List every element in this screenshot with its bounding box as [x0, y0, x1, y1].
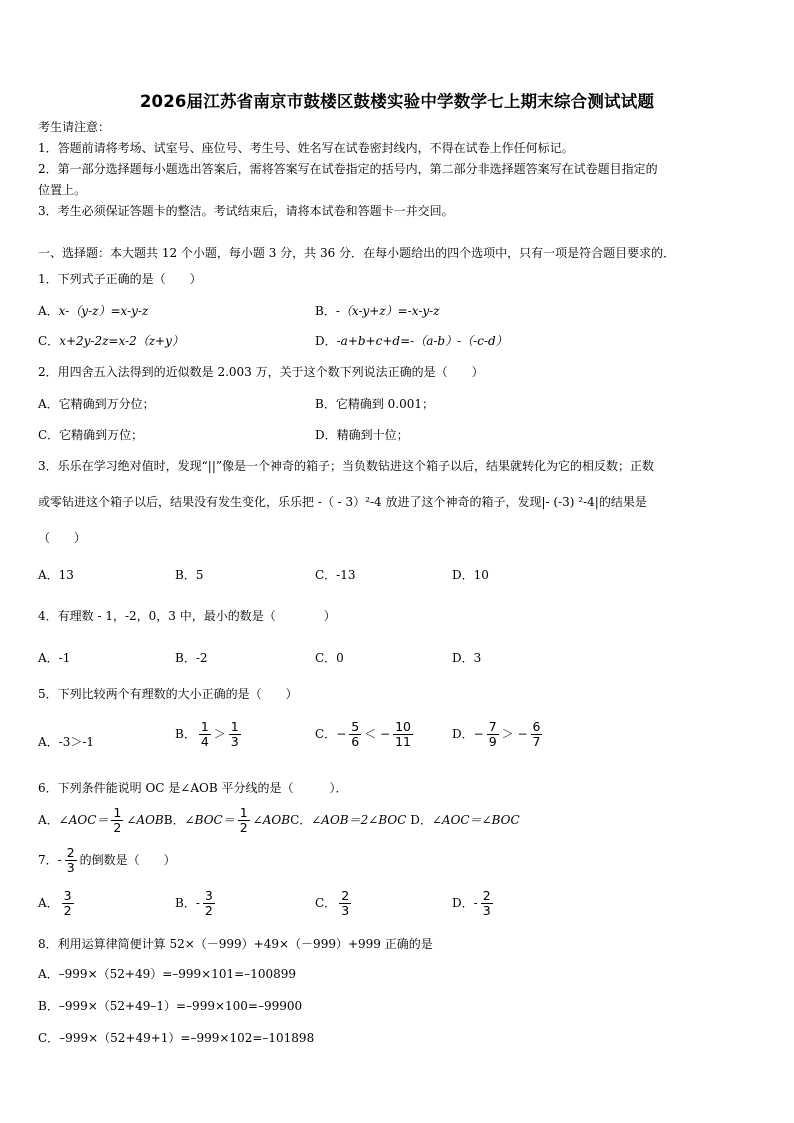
question-7-option-b: B．- $\frac{3}{2}$	[175, 888, 213, 918]
fraction: $\frac{6}{7}$	[532, 719, 541, 749]
question-5-option-c: C．− $\frac{5}{6}$ ＜ − $\frac{10}{11}$	[315, 719, 411, 749]
fraction: $\frac{5}{6}$	[351, 719, 360, 749]
fraction: $\frac{7}{9}$	[488, 719, 497, 749]
question-3-option-b: B．5	[175, 568, 204, 582]
fraction: $\frac{10}{11}$	[395, 719, 411, 749]
question-2-option-a: A．它精确到万分位；	[38, 397, 155, 411]
question-2-stem: 2．用四舍五入法得到的近似数是 2.003 万，关于这个数下列说法正确的是（ ）	[38, 365, 484, 379]
notice-heading: 考生请注意：	[38, 120, 111, 134]
question-4-option-d: D．3	[452, 651, 482, 665]
question-5-stem: 5．下列比较两个有理数的大小正确的是（ ）	[38, 687, 298, 701]
question-4-option-c: C．0	[315, 651, 344, 665]
question-3-line-1: 3．乐乐在学习绝对值时，发现“||”像是一个神奇的箱子；当负数钻进这个箱子以后，结果就转化为它的相反数；正数	[38, 459, 654, 473]
fraction: $\frac{2}{3}$	[66, 845, 75, 875]
question-1-option-a: A．x-（y-z）=x-y-z	[38, 304, 149, 318]
fraction: $\frac{1}{4}$	[200, 719, 209, 749]
notice-item-2: 2．第一部分选择题每小题选出答案后，需将答案写在试卷指定的括号内，第二部分非选择题答案写在试卷题目指定的	[38, 162, 658, 176]
notice-item-2-cont: 位置上。	[38, 183, 87, 197]
question-2-option-b: B．它精确到 0.001；	[315, 397, 434, 411]
notice-item-1: 1．答题前请将考场、试室号、座位号、考生号、姓名写在试卷密封线内，不得在试卷上作任何标记。	[38, 141, 574, 155]
question-3-option-c: C．-13	[315, 568, 356, 582]
fraction: $\frac{1}{3}$	[230, 719, 239, 749]
notice-item-3: 3．考生必须保证答题卡的整洁。考试结束后，请将本试卷和答题卡一并交回。	[38, 204, 454, 218]
question-4-option-a: A．-1	[38, 651, 71, 665]
question-3-option-a: A．13	[38, 568, 74, 582]
fraction: $\frac{2}{3}$	[482, 888, 491, 918]
question-1-option-c: C．x+2y-2z=x-2（z+y）	[38, 334, 184, 348]
question-5-option-b: B． $\frac{1}{4}$ ＞ $\frac{1}{3}$	[175, 719, 239, 749]
question-3-line-3: （ ）	[38, 531, 87, 545]
question-5-option-a: A．-3＞-1	[38, 735, 95, 749]
fraction: $\frac{1}{2}$	[113, 805, 122, 835]
question-7-stem: 7．- $\frac{2}{3}$ 的倒数是（ ）	[38, 845, 176, 875]
question-6-stem: 6．下列条件能说明 OC 是∠AOB 平分线的是（ ）．	[38, 781, 348, 795]
question-1-stem: 1．下列式子正确的是（ ）	[38, 272, 202, 286]
question-8-option-c: C．–999×（52+49+1）=–999×102=–101898	[38, 1031, 315, 1045]
page-title: 2026届江苏省南京市鼓楼区鼓楼实验中学数学七上期末综合测试试题	[139, 92, 655, 111]
fraction: $\frac{3}{2}$	[63, 888, 72, 918]
question-1-option-b: B．-（x-y+z）=-x-y-z	[315, 304, 440, 318]
question-1-option-d: D．-a+b+c+d=-（a-b）-（-c-d）	[315, 334, 508, 348]
question-6-option-c: C．∠AOB＝2∠BOC	[290, 812, 407, 827]
question-6-options	[38, 806, 520, 835]
section-heading: 一、选择题：本大题共 12 个小题，每小题 3 分，共 36 分．在每小题给出的四个选项中，只有一项是符合题目要求的．	[38, 246, 676, 260]
question-4-option-b: B．-2	[175, 651, 208, 665]
fraction: $\frac{2}{3}$	[341, 888, 350, 918]
question-8-stem: 8．利用运算律简便计算 52×（－999）+49×（－999）+999 正确的是	[38, 937, 433, 951]
question-8-option-b: B．–999×（52+49–1）=–999×100=–99900	[38, 999, 303, 1013]
question-7-option-d: D．- $\frac{2}{3}$	[452, 888, 491, 918]
question-6-option-b: B．∠BOC＝ $\frac{1}{2}$ ∠AOB	[163, 805, 291, 835]
fraction: $\frac{1}{2}$	[239, 805, 248, 835]
question-7-option-a: A． $\frac{3}{2}$	[38, 888, 72, 918]
question-7-option-c: C． $\frac{2}{3}$	[315, 888, 350, 918]
fraction: $\frac{3}{2}$	[204, 888, 213, 918]
question-2-option-d: D．精确到十位；	[315, 428, 409, 442]
question-3-option-d: D．10	[452, 568, 489, 582]
question-6-option-d: D．∠AOC＝∠BOC	[410, 812, 520, 827]
question-5-option-d: D．− $\frac{7}{9}$ ＞ − $\frac{6}{7}$	[452, 719, 541, 749]
question-2-option-c: C．它精确到万位；	[38, 428, 144, 442]
question-4-stem: 4．有理数 - 1，-2，0，3 中，最小的数是（ ）	[38, 609, 336, 623]
question-6-option-a: A．∠AOC＝ $\frac{1}{2}$ ∠AOB	[38, 805, 164, 835]
question-8-option-a: A．–999×（52+49）=–999×101=–100899	[38, 967, 297, 981]
question-3-line-2: 或零钻进这个箱子以后，结果没有发生变化，乐乐把 -（ - 3）²-4 放进了这个神奇的箱子，发现|- (-3) ²-4|的结果是	[38, 495, 647, 509]
